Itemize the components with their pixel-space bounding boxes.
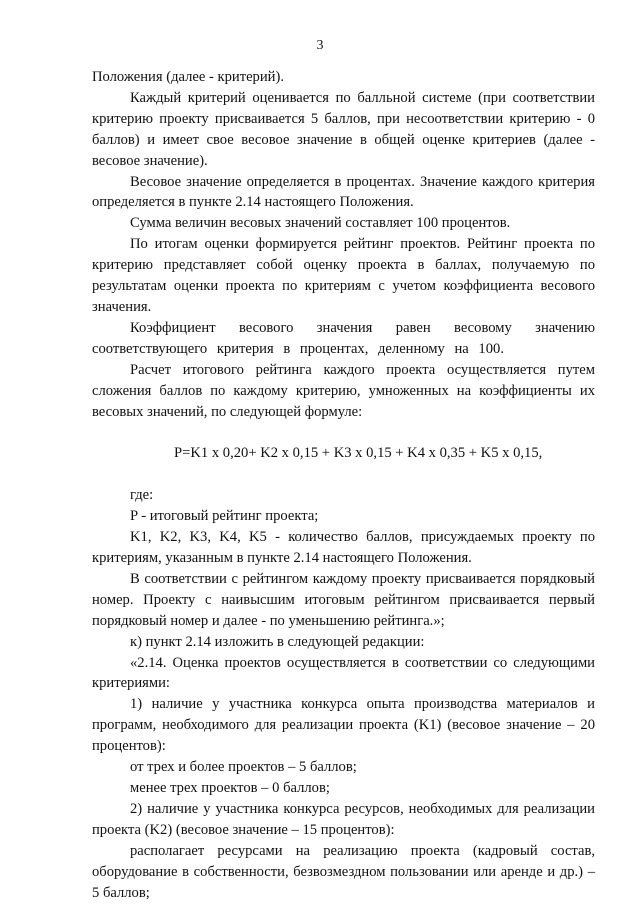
paragraph: «2.14. Оценка проектов осуществляется в соответствии со следующими критериями: — [92, 654, 595, 692]
paragraph: Каждый критерий оценивается по балльной системе (при соответствии критерию проекту присваивается 5 баллов, при несоответствии критерию - 0 баллов) и имеет свое весовое значение в общей оценке критериев (далее - весовое значение). — [92, 89, 595, 169]
rating-formula: P=K1 x 0,20+ K2 x 0,15 + K3 x 0,15 + K4 x 0,35 + K5 x 0,15, — [174, 445, 543, 462]
paragraph: где: — [130, 487, 154, 504]
paragraph: Коэффициент весового значения равен весовому значению соответствующего критерия в процентах, деленному на 100. — [92, 319, 595, 357]
paragraph: менее трех проектов – 0 баллов; — [130, 780, 330, 796]
paragraph: 2) наличие у участника конкурса ресурсов, необходимых для реализации проекта (K2) (весовое значение – 15 процентов): — [92, 800, 595, 838]
page-number: 3 — [316, 38, 324, 53]
paragraph: Сумма величин весовых значений составляет 100 процентов. — [130, 215, 511, 232]
paragraph: P - итоговый рейтинг проекта; — [130, 508, 319, 525]
paragraph: K1, K2, K3, K4, K5 - количество баллов, присуждаемых проекту по критериям, указанным в пункте 2.14 настоящего Положения. — [92, 529, 595, 567]
paragraph: от трех и более проектов – 5 баллов; — [130, 759, 357, 776]
document-body — [92, 67, 595, 903]
paragraph: располагает ресурсами на реализацию проекта (кадровый состав, оборудование в собственности, безвозмездном пользовании или аренде и др.) – 5 баллов; — [92, 842, 595, 901]
paragraph: Положения (далее - критерий). — [92, 69, 284, 85]
paragraph: к) пункт 2.14 изложить в следующей редакции: — [130, 633, 425, 650]
paragraph: 1) наличие у участника конкурса опыта производства материалов и программ, необходимого для реализации проекта (K1) (весовое значение – 20 процентов): — [92, 696, 595, 755]
paragraph: Весовое значение определяется в процентах. Значение каждого критерия определяется в пункте 2.14 настоящего Положения. — [92, 173, 595, 211]
paragraph: По итогам оценки формируется рейтинг проектов. Рейтинг проекта по критерию представляет собой оценку проекта в баллах, получаемую по результатам оценки проекта по критериям с учетом коэффициента весового значения. — [92, 236, 595, 315]
paragraph: Расчет итогового рейтинга каждого проекта осуществляется путем сложения баллов по каждому критерию, умноженных на коэффициенты их весовых значений, по следующей формуле: — [92, 361, 595, 420]
paragraph: В соответствии с рейтингом каждому проекту присваивается порядковый номер. Проекту с наивысшим итоговым рейтингом присваивается первый порядковый номер и далее - по уменьшению рейтинга.»; — [92, 570, 595, 629]
